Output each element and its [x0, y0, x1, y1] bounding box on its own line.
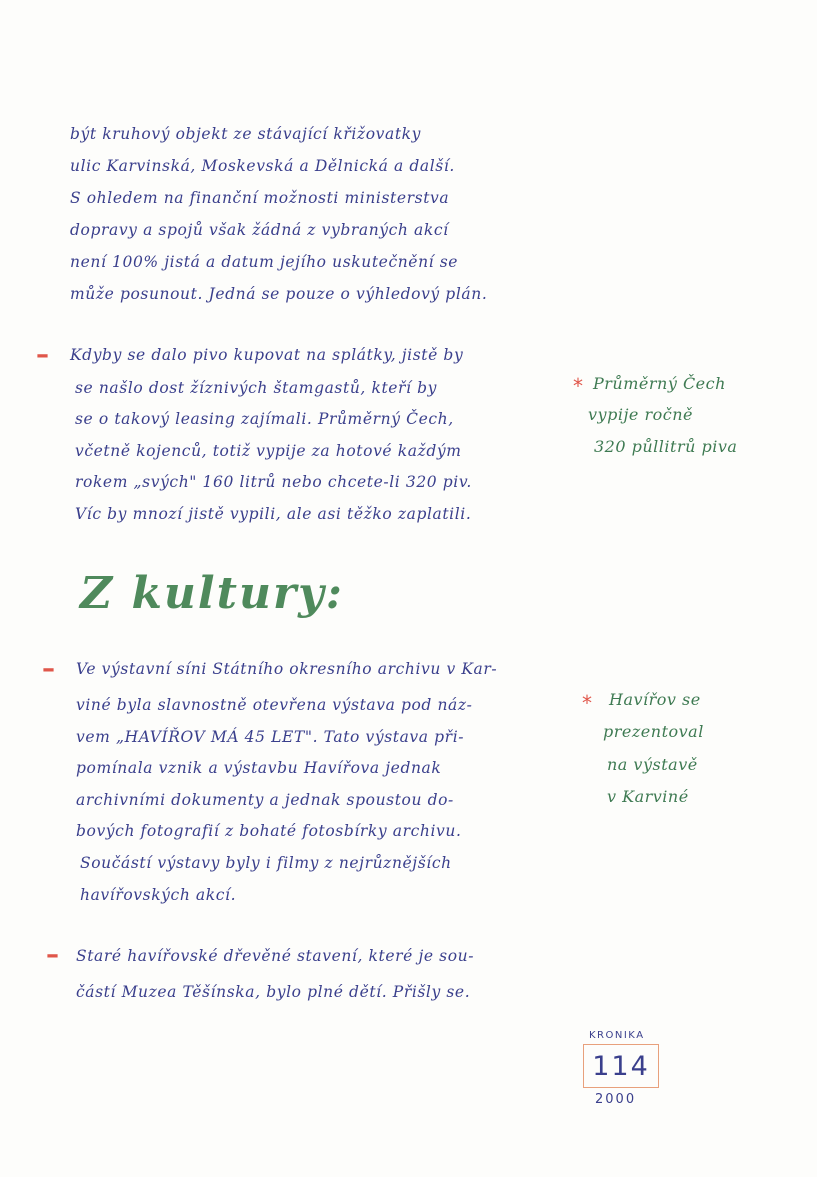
note-line: Průměrný Čech	[593, 374, 726, 393]
note-marker: *	[582, 691, 592, 715]
item-marker: –	[42, 654, 55, 684]
text-line: Ve výstavní síni Státního okresního archivu v Kar-	[76, 660, 498, 678]
text-line: vem „HAVÍŘOV MÁ 45 LET". Tato výstava při-	[76, 728, 465, 746]
note-line: 320 půllitrů piva	[594, 437, 738, 456]
text-line: Součástí výstavy byly i filmy z nejrůznějších	[80, 854, 452, 872]
text-line: se našlo dost žíznivých štamgastů, kteří by	[75, 379, 438, 397]
text-line: bových fotografií z bohaté fotosbírky archivu.	[76, 822, 462, 840]
text-line: dopravy a spojů však žádná z vybraných akcí	[70, 221, 449, 239]
stamp-label: KRONIKA	[589, 1030, 645, 1041]
text-line: ulic Karvinská, Moskevská a Dělnická a další.	[70, 157, 455, 175]
item-marker: –	[36, 340, 49, 370]
text-line: Staré havířovské dřevěné stavení, které je sou-	[76, 947, 475, 965]
note-line: prezentoval	[603, 722, 704, 741]
note-marker: *	[573, 374, 583, 398]
text-line: rokem „svých" 160 litrů nebo chcete-li 320 piv.	[75, 473, 472, 491]
note-line: vypije ročně	[588, 405, 693, 424]
text-line: pomínala vznik a výstavbu Havířova jednak	[76, 759, 442, 777]
stamp-year: 2000	[595, 1092, 637, 1107]
note-line: Havířov se	[609, 690, 701, 709]
text-line: se o takový leasing zajímali. Průměrný Čech,	[75, 410, 454, 428]
page-number: 114	[592, 1050, 650, 1082]
item-marker: –	[46, 940, 59, 970]
stamp-box	[583, 1044, 659, 1088]
text-line: může posunout. Jedná se pouze o výhledový plán.	[70, 285, 488, 303]
text-line: Kdyby se dalo pivo kupovat na splátky, jistě by	[70, 346, 464, 364]
text-line: S ohledem na finanční možnosti ministerstva	[70, 189, 450, 207]
text-line: včetně kojenců, totiž vypije za hotové každým	[75, 442, 462, 460]
text-line: není 100% jistá a datum jejího uskutečnění se	[70, 253, 459, 271]
text-line: archivními dokumenty a jednak spoustou do-	[76, 791, 454, 809]
text-line: částí Muzea Těšínska, bylo plné dětí. Přišly se.	[76, 983, 471, 1001]
note-line: na výstavě	[607, 755, 698, 774]
text-line: viné byla slavnostně otevřena výstava pod náz-	[76, 696, 473, 714]
text-line: Víc by mnozí jistě vypili, ale asi těžko zaplatili.	[75, 505, 472, 523]
text-line: být kruhový objekt ze stávající křižovatky	[70, 125, 422, 143]
section-heading: Z kultury:	[80, 568, 344, 619]
note-line: v Karviné	[607, 787, 689, 806]
text-line: havířovských akcí.	[80, 886, 237, 904]
